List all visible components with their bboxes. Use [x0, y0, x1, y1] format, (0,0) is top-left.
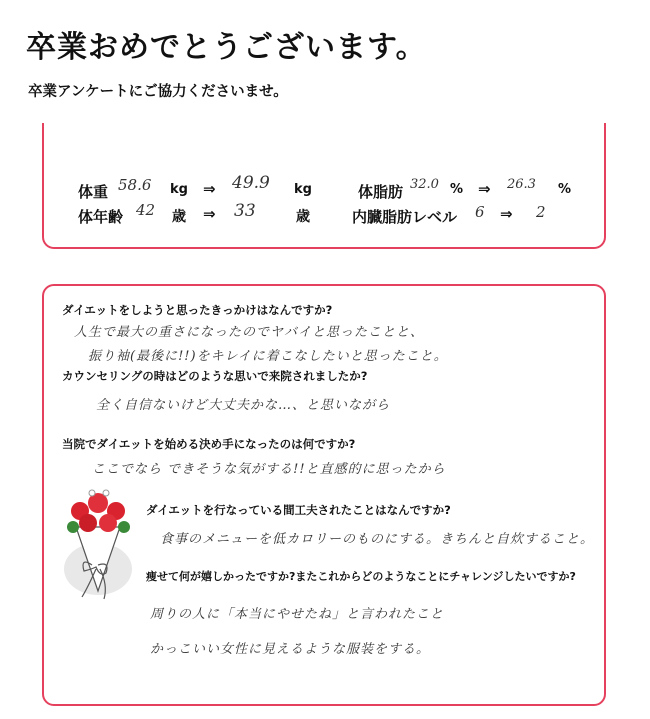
question-2: カウンセリングの時はどのような思いで来院されましたか? — [62, 369, 368, 383]
answer-2: 全く自信ないけど大丈夫かな…、と思いながら — [96, 398, 391, 413]
bodyfat-unit-after: % — [558, 182, 572, 197]
visceral-label: 内臓脂肪レベル — [352, 208, 458, 226]
weight-after: 49.9 — [232, 173, 270, 193]
visceral-after: 2 — [536, 203, 546, 221]
bodyage-label: 体年齢 — [78, 208, 124, 226]
page-subtitle: 卒業アンケートにご協力くださいませ。 — [28, 84, 288, 100]
question-5: 痩せて何が嬉しかったですか?またこれからどのようなことにチャレンジしたいですか? — [146, 570, 576, 583]
bodyage-before: 42 — [136, 201, 156, 219]
question-4: ダイエットを行なっている間工夫されたことはなんですか? — [146, 503, 451, 517]
bodyfat-after: 26.3 — [507, 177, 536, 192]
answer-3: ここでなら できそうな気がする!!と直感的に思ったから — [92, 462, 446, 477]
visceral-arrow: ⇒ — [500, 205, 513, 223]
bodyfat-unit-before: % — [450, 182, 464, 197]
weight-unit-before: kg — [170, 182, 188, 197]
bodyage-after: 33 — [234, 201, 256, 221]
bodyfat-arrow: ⇒ — [478, 180, 491, 198]
weight-arrow: ⇒ — [203, 180, 216, 198]
answer-5-line-1: 周りの人に「本当にやせたね」と言われたこと — [150, 607, 445, 622]
bodyage-arrow: ⇒ — [203, 205, 216, 223]
weight-unit-after: kg — [294, 182, 312, 197]
answer-5-line-2: かっこいい女性に見えるような服装をする。 — [150, 642, 431, 657]
question-1: ダイエットをしようと思ったきっかけはなんですか? — [62, 303, 333, 317]
bodyfat-before: 32.0 — [410, 177, 439, 192]
answer-1-line-1: 人生で最大の重さになったのでヤバイと思ったことと、 — [74, 325, 425, 340]
question-3: 当院でダイエットを始める決め手になったのは何ですか? — [62, 437, 356, 451]
page-title: 卒業おめでとうございます。 — [26, 30, 427, 65]
answer-1-line-2: 振り袖(最後に!!)をキレイに着こなしたいと思ったこと。 — [88, 349, 448, 364]
bouquet-illustration — [58, 487, 140, 607]
bodyage-unit-after: 歳 — [296, 209, 310, 225]
bodyfat-label: 体脂肪 — [358, 183, 404, 201]
weight-before: 58.6 — [118, 176, 152, 194]
bodyage-unit-before: 歳 — [172, 209, 186, 225]
visceral-before: 6 — [475, 203, 485, 221]
weight-label: 体重 — [78, 183, 109, 201]
answer-4: 食事のメニューを低カロリーのものにする。きちんと自炊すること。 — [160, 532, 595, 547]
